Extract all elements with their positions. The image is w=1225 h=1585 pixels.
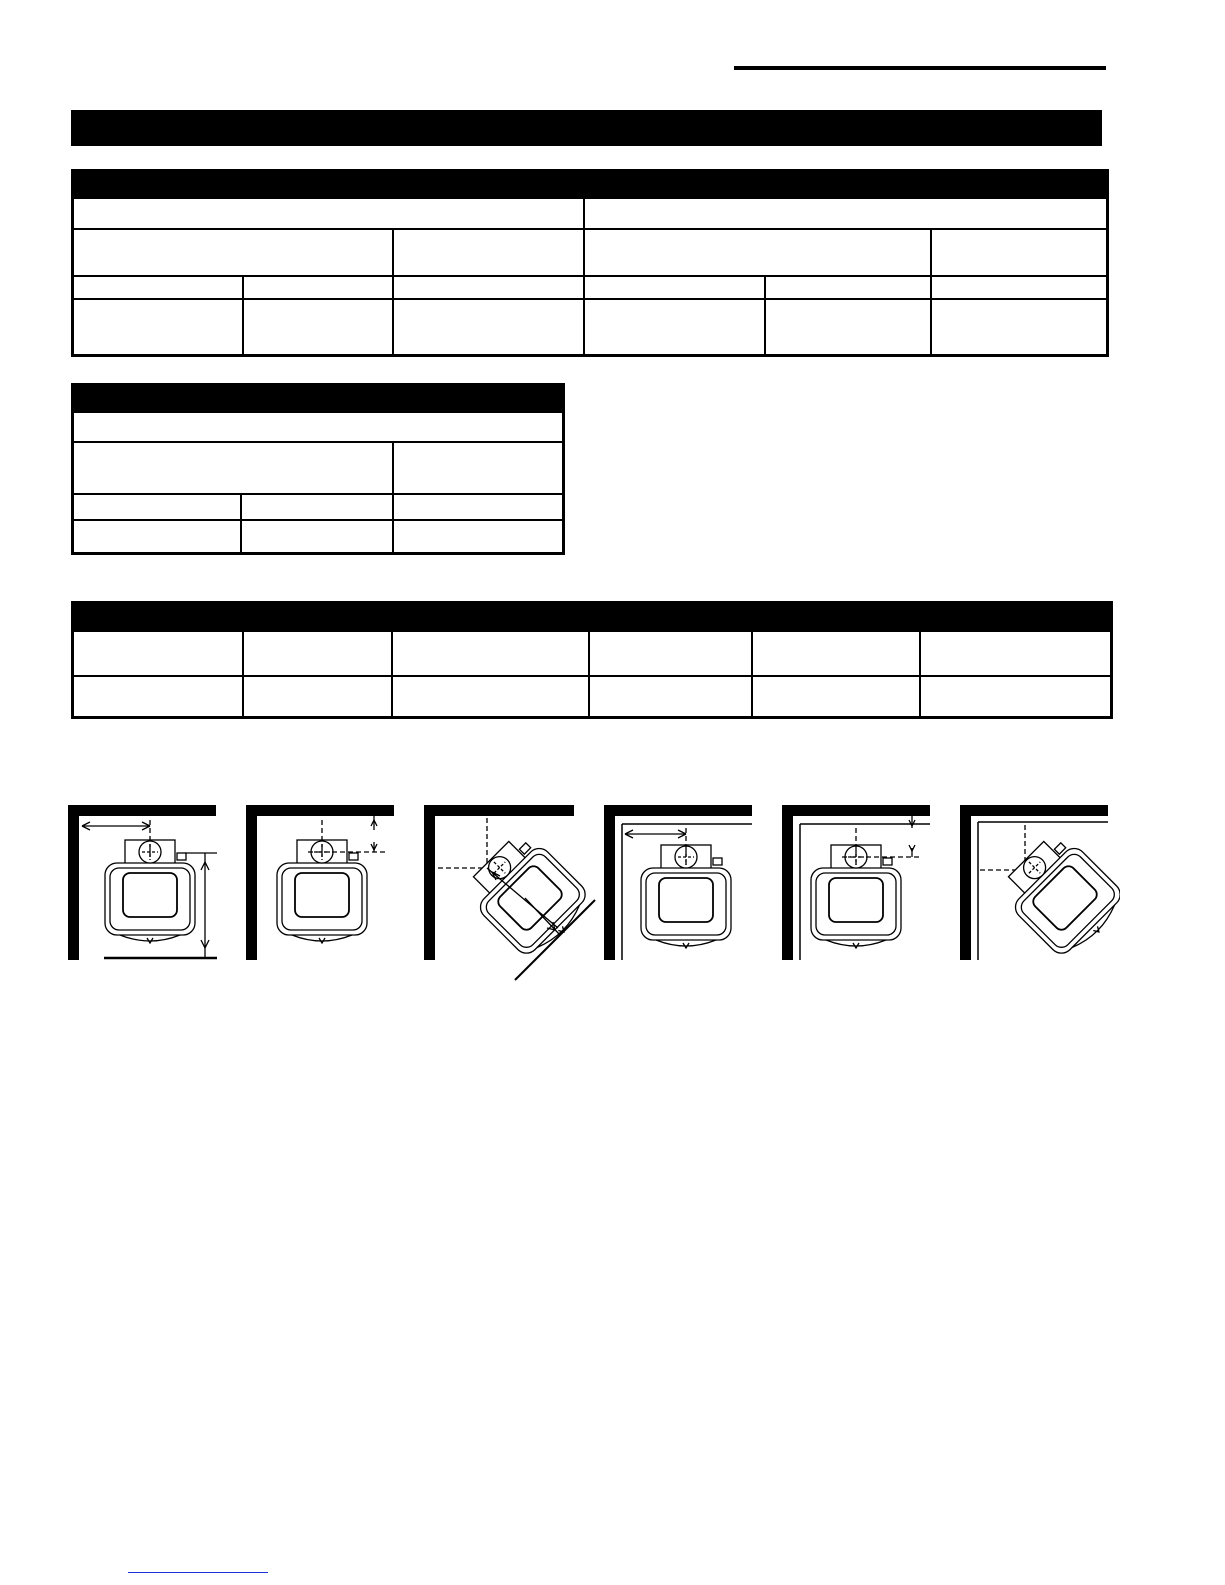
table1-col-header: [73, 276, 243, 299]
table3-col-header: [752, 631, 920, 676]
diagram-figure-1: [68, 805, 217, 960]
table1-sub-header-3: [584, 229, 931, 276]
table1-cell: [393, 299, 584, 356]
table3-cell: [589, 676, 752, 718]
header-rule: [734, 66, 1106, 70]
table2-sub-header-1: [73, 442, 393, 494]
table1-sub-header-2: [393, 229, 584, 276]
table1-cell: [73, 299, 243, 356]
clearance-table-1: [71, 169, 1109, 357]
table1-col-header: [243, 276, 393, 299]
table2-group-header: [73, 412, 564, 442]
clearance-table-3: [71, 601, 1113, 719]
table3-title: [73, 603, 1112, 631]
table3-col-header: [392, 631, 589, 676]
diagram-figure-2: [246, 805, 394, 960]
table1-sub-header-4: [931, 229, 1108, 276]
section-banner: [71, 110, 1102, 146]
diagram-figure-4: [604, 805, 752, 960]
table2-sub-header-2: [393, 442, 564, 494]
table3-column-header-row: [73, 631, 1112, 676]
table3-cell: [920, 676, 1112, 718]
diagram-figure-5: [782, 805, 930, 960]
table3-cell: [752, 676, 920, 718]
table1-group-header-2: [584, 198, 1108, 229]
header-title: [734, 40, 1106, 62]
table1-col-header: [584, 276, 765, 299]
table1-cell: [243, 299, 393, 356]
table3-col-header: [243, 631, 392, 676]
table1-group-header-1: [73, 198, 584, 229]
table1-title: [73, 171, 1108, 198]
table-row: [73, 520, 564, 554]
footer-link[interactable]: [128, 1572, 268, 1573]
table3-col-header: [73, 631, 243, 676]
table2-column-header-row: [73, 494, 564, 520]
table-row: [73, 299, 1108, 356]
table2-col-header: [73, 494, 241, 520]
table2-title: [73, 385, 564, 412]
diagram-figure-6: [960, 805, 1120, 964]
clearance-table-2: [71, 383, 565, 555]
table3-col-header: [589, 631, 752, 676]
table1-column-header-row: [73, 276, 1108, 299]
table3-col-header: [920, 631, 1112, 676]
table3-cell: [243, 676, 392, 718]
table1-sub-header-1: [73, 229, 393, 276]
table2-col-header: [241, 494, 393, 520]
table3-cell: [73, 676, 243, 718]
table1-col-header: [931, 276, 1108, 299]
clearance-diagrams: [60, 800, 1120, 990]
table-row: [73, 676, 1112, 718]
table2-cell: [73, 520, 241, 554]
table1-col-header: [765, 276, 931, 299]
table1-cell: [584, 299, 765, 356]
diagram-figure-3: [424, 805, 596, 980]
table1-col-header: [393, 276, 584, 299]
table1-cell: [765, 299, 931, 356]
table2-cell: [241, 520, 393, 554]
table1-cell: [931, 299, 1108, 356]
table2-col-header: [393, 494, 564, 520]
table3-cell: [392, 676, 589, 718]
table2-cell: [393, 520, 564, 554]
